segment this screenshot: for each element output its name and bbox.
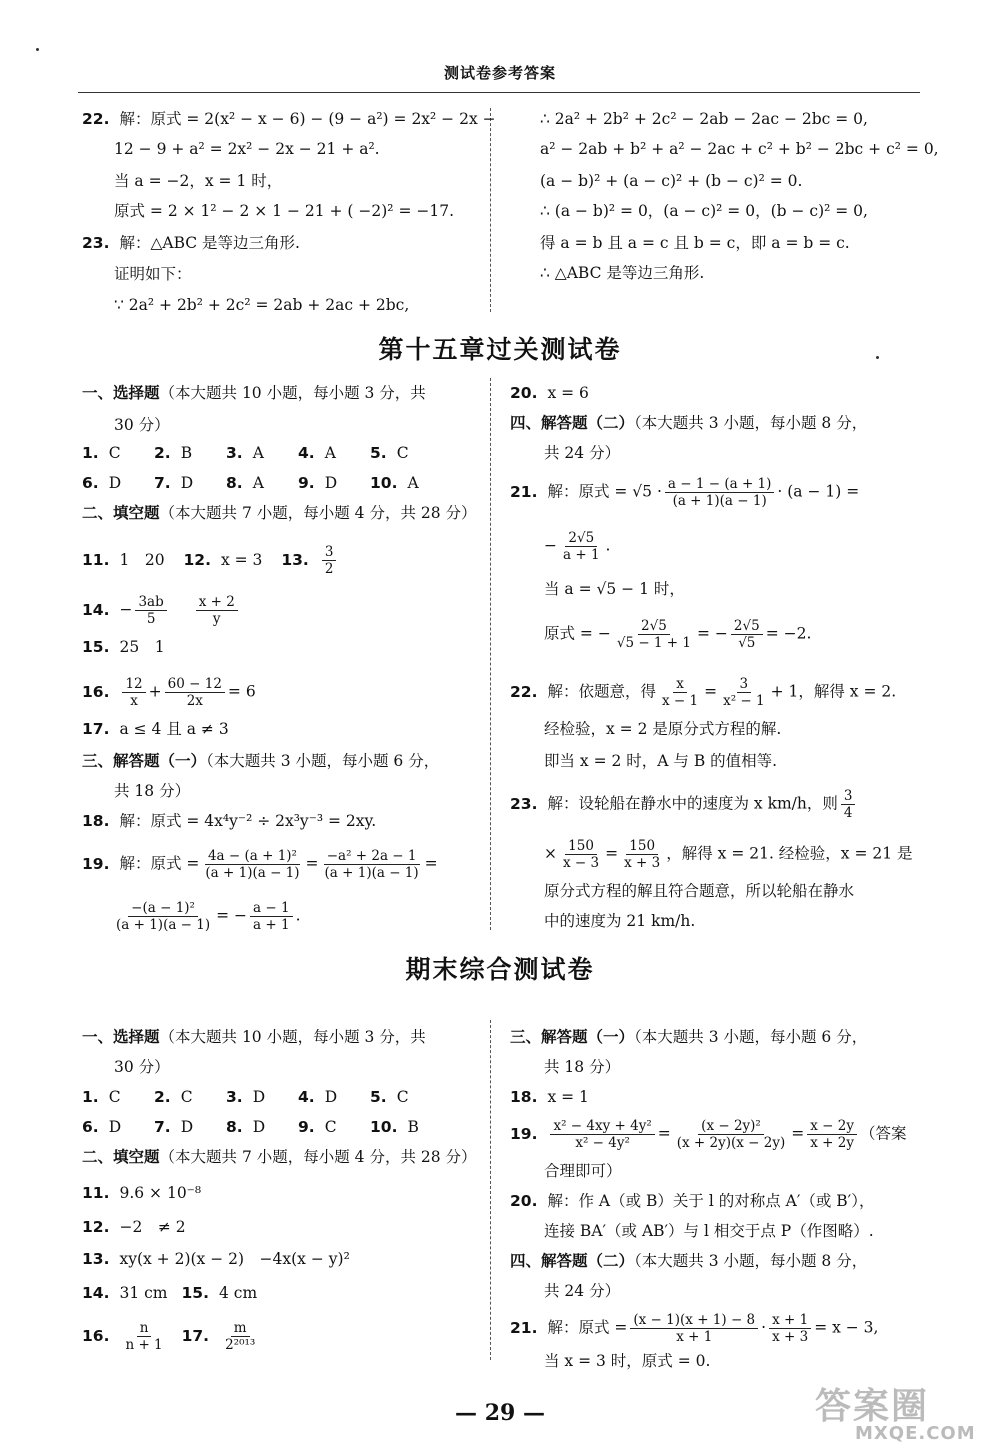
final-q19-line2: 合理即可） [544, 1162, 622, 1180]
ch15-q20 [510, 382, 589, 404]
mc-item: 3. A [226, 444, 264, 462]
answer-text: a ≤ 4 且 a ≠ 3 [119, 720, 229, 738]
question-number: 23. [82, 234, 110, 252]
section-heading: 二、填空题 [82, 1148, 160, 1166]
mc-item: 6. D [82, 1118, 122, 1136]
section-note: （本大题共 3 小题，每小题 6 分， [634, 1028, 868, 1046]
question-number: 22. [82, 110, 110, 128]
ch15-q14: 14. − $\frac{3ab}{5}$ $\frac{x + 2}{y}$ [82, 594, 241, 627]
section-heading: 四、解答题（二） [510, 1252, 635, 1270]
page-header-title: 测试卷参考答案 [443, 64, 556, 82]
mc-item: 10. A [370, 474, 419, 492]
top-right-line3: (a − b)² + (a − c)² + (b − c)² = 0. [540, 172, 803, 190]
final-s1-heading [82, 1026, 426, 1048]
fraction: $\frac{n}{n + 1}$ [125, 1320, 163, 1353]
fraction: $\frac{2√5}{a + 1}$ [563, 530, 600, 563]
section-heading: 四、解答题（二） [510, 414, 635, 432]
section-note: （本大题共 3 小题，每小题 8 分， [634, 414, 868, 432]
ch15-s1-heading [82, 382, 426, 404]
section-heading: 三、解答题（一） [510, 1028, 635, 1046]
section-heading: 三、解答题（一） [82, 752, 207, 770]
answer-text: x = 3 [220, 550, 263, 569]
header-rule [78, 92, 920, 93]
fraction: $\frac{x + 1}{x + 3}$ [769, 1312, 811, 1345]
fraction: $\frac{2√5}{√5}$ [731, 618, 763, 651]
final-mc-row1 [82, 1086, 442, 1108]
ch15-q21-line2: − $\frac{2√5}{a + 1}$ . [544, 530, 611, 563]
ch15-s1-note2: 30 分） [114, 416, 170, 434]
top-q22-line3: 当 a = −2，x = 1 时， [114, 172, 283, 190]
section-heading: 二、填空题 [82, 504, 160, 522]
ch15-q23-line3: 原分式方程的解且符合题意，所以轮船在静水 [544, 882, 855, 900]
ch15-q19-line2: $\frac{\text{−(a − 1)²}}{(a + 1)(a - 1)}$ = − $\frac{a - 1}{a + 1}$ . [110, 900, 301, 933]
question-number: 19. [510, 1124, 538, 1143]
mc-item: 5. C [370, 1088, 409, 1106]
ch15-q23-line1: 23. 解：设轮船在静水中的速度为 x km/h，则 $\frac{3}{4}$ [510, 788, 858, 821]
fraction: $\frac{x + 2}{y}$ [196, 594, 238, 627]
fraction: $\frac{a - 1 - (a + 1)}{(a + 1)(a - 1)}$ [665, 476, 775, 509]
answer-text: 4 cm [218, 1284, 258, 1302]
final-q18 [510, 1086, 589, 1108]
ch15-q22-line1: 22. 解：依题意，得 $\frac{x}{x - 1}$ = $\frac{3}{\text{x² − 1}}$ + 1，解得 x = 2. [510, 676, 897, 709]
ch15-s4-note2: 共 24 分） [544, 444, 621, 462]
ch15-q11-13 [82, 544, 339, 577]
mc-item: 8. D [226, 1118, 266, 1136]
fraction: $\frac{\text{(x − 2y)²}}{(x + 2y)(x - 2y)}$ [676, 1118, 786, 1151]
section-note: （本大题共 7 小题，每小题 4 分，共 28 分） [159, 504, 477, 522]
top-right-line1: ∴ 2a² + 2b² + 2c² − 2ab − 2ac − 2bc = 0, [540, 110, 868, 128]
mc-item: 7. D [154, 1118, 194, 1136]
question-number: 19. [82, 854, 110, 873]
final-q19-line1: 19. $\frac{\text{x² − 4xy + 4y²}}{\text{x² − 4y²}}$ = $\frac{\text{(x − 2y)²}}{(x + 2y)(x - 2y)}$ = $\frac{x - 2y}{x + 2y}$ （答案 [510, 1118, 907, 1151]
final-q14-15 [82, 1282, 257, 1304]
top-right-line6: ∴ △ABC 是等边三角形. [540, 264, 705, 282]
final-q13 [82, 1248, 350, 1270]
answer-text: x = 6 [547, 384, 589, 402]
final-s3-heading [510, 1026, 867, 1048]
ch15-mc-row2 [82, 472, 442, 494]
final-q20-line2: 连接 BA′（或 AB′）与 l 相交于点 P（作图略）. [544, 1222, 874, 1240]
watermark-line2: MXQE.COM [855, 1423, 976, 1444]
top-q23-line1 [82, 232, 300, 254]
ch15-q18 [82, 810, 376, 832]
ch15-s3-note2: 共 18 分） [114, 782, 191, 800]
section-note: （本大题共 7 小题，每小题 4 分，共 28 分） [159, 1148, 477, 1166]
final-q11 [82, 1182, 201, 1204]
question-number: 14. [82, 600, 110, 619]
ch15-s2-heading [82, 502, 477, 524]
answer-text: 25 1 [119, 638, 165, 656]
final-q21-line2: 当 x = 3 时，原式 = 0. [544, 1352, 711, 1370]
top-q22-line2: 12 − 9 + a² = 2x² − 2x − 21 + a². [114, 140, 380, 158]
mc-item: 1. C [82, 444, 121, 462]
column-divider [490, 1020, 491, 1360]
question-number: 20. [510, 1192, 538, 1210]
final-q20-line1 [510, 1190, 874, 1212]
question-number: 18. [510, 1088, 538, 1106]
ch15-q15 [82, 636, 165, 658]
question-number: 13. [82, 1250, 110, 1268]
fraction: $\frac{\text{4a − (a + 1)²}}{(a + 1)(a - 1)}$ [205, 848, 300, 881]
mc-item: 9. C [298, 1118, 337, 1136]
question-number: 17. [181, 1326, 210, 1345]
question-number: 18. [82, 812, 110, 830]
fraction: $\frac{3}{2}$ [322, 544, 337, 577]
final-s2-heading [82, 1146, 477, 1168]
section-heading: 一、选择题 [82, 384, 160, 402]
ch15-q21-line4: 原式 = − $\frac{2√5}{√5 - 1 + 1}$ = − $\frac{2√5}{√5}$ = −2. [544, 618, 812, 651]
question-number: 20. [510, 384, 538, 402]
fraction: $\frac{x}{x - 1}$ [661, 676, 699, 709]
question-number: 21. [510, 1318, 538, 1337]
ch15-q23-line2: × $\frac{150}{x - 3}$ = $\frac{150}{x + 3}$ ，解得 x = 21. 经检验，x = 21 是 [544, 838, 913, 871]
mc-item: 7. D [154, 474, 194, 492]
fraction: $\frac{3}{\text{x² − 1}}$ [723, 676, 765, 709]
answer-text: 解：△ABC 是等边三角形. [119, 234, 300, 252]
section-note: （本大题共 10 小题，每小题 3 分，共 [159, 1028, 426, 1046]
answer-text: x = 1 [547, 1088, 589, 1106]
question-number: 22. [510, 682, 538, 701]
top-right-line5: 得 a = b 且 a = c 且 b = c，即 a = b = c. [540, 234, 850, 252]
final-s4-note2: 共 24 分） [544, 1282, 621, 1300]
mc-item: 5. C [370, 444, 409, 462]
answer-text: −2 ≠ 2 [119, 1218, 186, 1236]
question-number: 11. [82, 1184, 110, 1202]
ch15-q21-line3: 当 a = √5 − 1 时， [544, 580, 685, 598]
ch15-q19-line1: 19. 解：原式 = $\frac{\text{4a − (a + 1)²}}{(a + 1)(a - 1)}$ = $\frac{\text{−a² + 2a − 1}}{(a + 1)(a - 1)}$ = [82, 848, 438, 881]
mc-item: 6. D [82, 474, 122, 492]
ch15-q22-line2: 经检验，x = 2 是原分式方程的解. [544, 720, 782, 738]
mc-item: 9. D [298, 474, 338, 492]
answer-text: 9.6 × 10⁻⁸ [119, 1184, 202, 1202]
final-s4-heading [510, 1250, 867, 1272]
final-s3-note2: 共 18 分） [544, 1058, 621, 1076]
mc-item: 4. D [298, 1088, 338, 1106]
watermark-line1: 答案圈 [815, 1386, 930, 1427]
mc-item: 10. B [370, 1118, 419, 1136]
fraction: $\frac{3}{4}$ [841, 788, 856, 821]
margin-dot [36, 48, 39, 51]
answer-text: 解：作 A（或 B）关于 l 的对称点 A′（或 B′）， [547, 1192, 875, 1210]
ch15-q21-line1: 21. 解：原式 = √5 · $\frac{a - 1 - (a + 1)}{(a + 1)(a - 1)}$ · (a − 1) = [510, 476, 860, 509]
fraction: $\frac{a - 1}{a + 1}$ [250, 900, 293, 933]
top-q22-line1 [82, 108, 496, 130]
answer-text: 解：原式 = 4x⁴y⁻² ÷ 2x³y⁻³ = 2xy. [119, 812, 377, 830]
page-number: — 29 — [455, 1400, 545, 1426]
top-q22-line4: 原式 = 2 × 1² − 2 × 1 − 21 + ( −2)² = −17. [114, 202, 454, 220]
question-number: 12. [183, 550, 211, 569]
final-q21-line1: 21. 解：原式 = $\frac{(x - 1)(x + 1) - 8}{x + 1}$ · $\frac{x + 1}{x + 3}$ = x − 3, [510, 1312, 879, 1345]
section-title-final: 期末综合测试卷 [405, 955, 595, 984]
question-number: 17. [82, 720, 110, 738]
final-s1-note2: 30 分） [114, 1058, 170, 1076]
top-right-line2: a² − 2ab + b² + a² − 2ac + c² + b² − 2bc + c² = 0, [540, 140, 939, 158]
mc-item: 3. D [226, 1088, 266, 1106]
answer-text: 1 20 [119, 550, 165, 569]
ch15-s4-heading [510, 412, 867, 434]
section-heading: 一、选择题 [82, 1028, 160, 1046]
ch15-q17 [82, 718, 229, 740]
ch15-q22-line3: 即当 x = 2 时，A 与 B 的值相等. [544, 752, 778, 770]
ch15-q23-line4: 中的速度为 21 km/h. [544, 912, 696, 930]
question-number: 16. [82, 1326, 110, 1345]
fraction: $\frac{150}{x - 3}$ [563, 838, 600, 871]
question-number: 23. [510, 794, 538, 813]
fraction: $\frac{\text{−a² + 2a − 1}}{(a + 1)(a - 1)}$ [324, 848, 419, 881]
answer-text: 解：原式 = 2(x² − x − 6) − (9 − a²) = 2x² − 2x − [119, 110, 496, 128]
fraction: $\frac{m}{\text{2²⁰¹³}}$ [225, 1320, 256, 1353]
question-number: 13. [281, 550, 309, 569]
mc-item: 2. B [154, 444, 193, 462]
fraction: $\frac{2√5}{√5 - 1 + 1}$ [616, 618, 692, 651]
answer-text: xy(x + 2)(x − 2) −4x(x − y)² [119, 1250, 350, 1268]
top-right-line4: ∴ (a − b)² = 0，(a − c)² = 0，(b − c)² = 0, [540, 202, 868, 220]
fraction: $\frac{\text{x² − 4xy + 4y²}}{\text{x² − 4y²}}$ [550, 1118, 654, 1151]
column-divider [490, 378, 491, 930]
question-number: 15. [181, 1284, 209, 1302]
fraction: $\frac{60 - 12}{2x}$ [165, 676, 225, 709]
mc-item: 1. C [82, 1088, 121, 1106]
fraction: $\frac{(x - 1)(x + 1) - 8}{x + 1}$ [630, 1312, 758, 1345]
section-note: （本大题共 3 小题，每小题 6 分， [206, 752, 440, 770]
mc-item: 8. A [226, 474, 264, 492]
question-number: 11. [82, 550, 110, 569]
column-divider [490, 108, 491, 312]
ch15-q16: 16. $\frac{12}{x}$ + $\frac{60 - 12}{2x}$ = 6 [82, 676, 256, 709]
top-q23-line2: 证明如下： [114, 265, 192, 283]
stray-dot [876, 356, 879, 359]
fraction: $\frac{\text{−(a − 1)²}}{(a + 1)(a - 1)}$ [116, 900, 211, 933]
section-note: （本大题共 3 小题，每小题 8 分， [634, 1252, 868, 1270]
final-mc-row2 [82, 1116, 442, 1138]
section-note: （本大题共 10 小题，每小题 3 分，共 [159, 384, 426, 402]
ch15-mc-row1 [82, 442, 442, 464]
top-q23-line3: ∵ 2a² + 2b² + 2c² = 2ab + 2ac + 2bc, [114, 296, 410, 314]
section-title-ch15: 第十五章过关测试卷 [378, 335, 622, 364]
final-q16-17 [82, 1320, 261, 1353]
mc-item: 2. C [154, 1088, 193, 1106]
fraction: $\frac{12}{x}$ [122, 676, 145, 709]
fraction: $\frac{3ab}{5}$ [135, 594, 166, 627]
question-number: 12. [82, 1218, 110, 1236]
mc-item: 4. A [298, 444, 336, 462]
question-number: 16. [82, 682, 110, 701]
question-number: 15. [82, 638, 110, 656]
ch15-s3-heading [82, 750, 439, 772]
question-number: 21. [510, 482, 538, 501]
final-q12 [82, 1216, 186, 1238]
question-number: 14. [82, 1284, 110, 1302]
answer-text: 31 cm [119, 1284, 168, 1302]
fraction: $\frac{x - 2y}{x + 2y}$ [807, 1118, 857, 1151]
fraction: $\frac{150}{x + 3}$ [624, 838, 661, 871]
watermark-logo [815, 1378, 995, 1453]
